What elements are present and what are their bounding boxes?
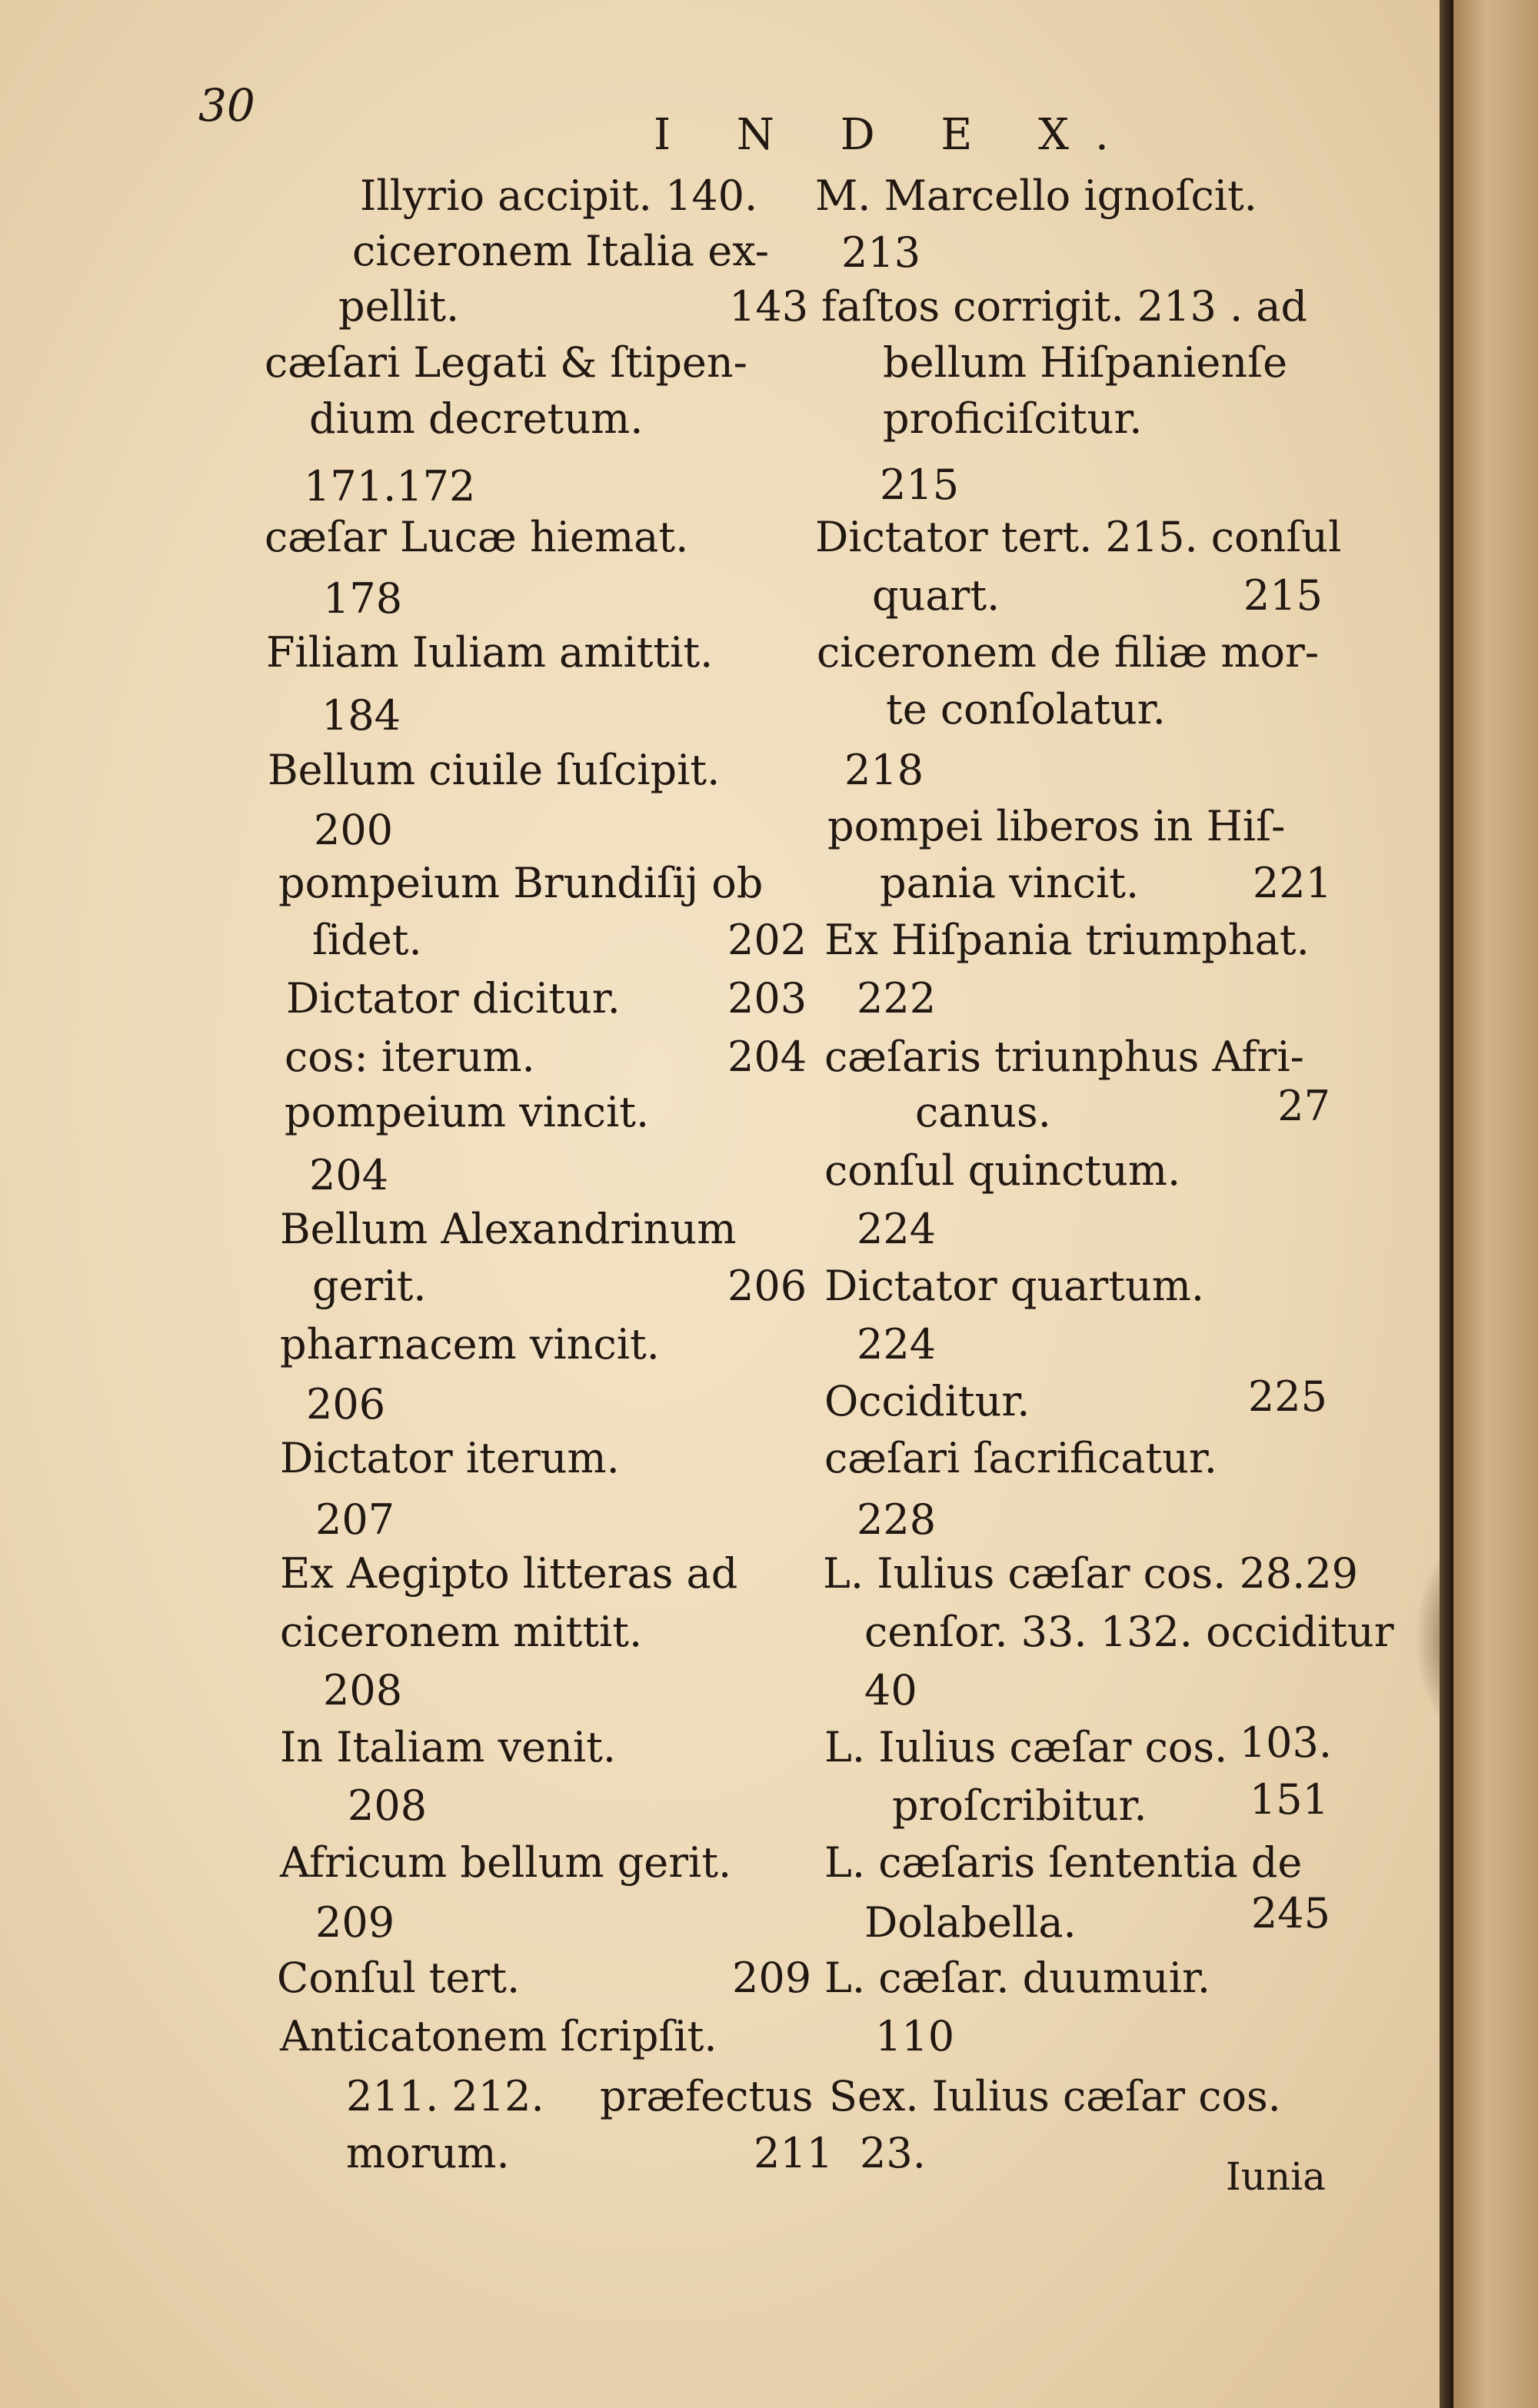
left-page-ref: 204 [309,1151,389,1199]
right-page-ref: 27 [1277,1082,1330,1130]
left-entry: præfectus [600,2072,814,2120]
right-entry: L. cæſaris ſententia de [824,1838,1303,1887]
right-page-ref: 110 [875,2012,955,2060]
left-entry: pompeium Brundiſij ob [278,859,764,907]
right-entry: quart. [872,571,1000,620]
left-entry: pompeium vincit. [285,1088,650,1136]
page-title: I N D E X. [654,110,1135,160]
left-entry: pellit. [338,282,460,331]
left-page-ref: 211 [754,2129,834,2177]
left-page-ref: 209 [315,1898,395,1947]
right-entry: Dolabella. [864,1898,1077,1947]
left-page-ref: 143 [729,282,809,331]
right-entry: canus. [915,1088,1051,1136]
right-entry: faſtos corrigit. 213 . ad [821,282,1308,331]
right-entry: cæſaris triunphus Afri- [824,1033,1304,1081]
left-entry: Ex Aegipto litteras ad [280,1549,738,1598]
right-entry: proficiſcitur. [883,394,1143,443]
right-entry: L. cæſar. duumuir. [824,1954,1211,2002]
left-page-ref: 200 [314,806,394,854]
left-entry: Filiam Iuliam amittit. [266,628,714,677]
left-entry: Anticatonem ſcripſit. [280,2012,717,2060]
right-page-ref: 245 [1250,1889,1330,1937]
right-page-ref: 215 [880,461,960,509]
right-page-ref: 151 [1249,1775,1329,1824]
right-page-ref: 224 [857,1205,937,1253]
right-page-ref: 40 [864,1666,917,1715]
left-entry: cæſari Legati & ſtipen- [265,338,747,387]
left-entry: cos: iterum. [285,1033,535,1081]
right-entry: pania vincit. [880,859,1140,907]
right-page-ref: 213 [841,228,921,277]
left-entry: Bellum Alexandrinum [280,1205,737,1253]
right-entry: cenſor. 33. 132. occiditur [864,1608,1394,1656]
right-entry: Ex Hiſpania triumphat. [824,916,1310,964]
left-page-ref: 207 [315,1495,395,1544]
right-entry: ciceronem de filiæ mor- [817,628,1320,677]
left-entry: pharnacem vincit. [280,1320,660,1369]
left-page-ref: 178 [323,574,403,623]
right-page-ref: 23. [860,2129,926,2177]
book-gutter [1440,0,1453,2408]
right-entry: bellum Hiſpanienſe [883,338,1288,387]
left-page-ref: 211. 212. [346,2072,544,2120]
right-entry: Dictator tert. 215. conſul [815,513,1342,561]
right-entry: Sex. Iulius cæſar cos. [829,2072,1281,2120]
right-page-ref: 222 [857,974,937,1023]
left-page-ref: 203 [727,974,807,1023]
right-page-ref: 215 [1243,571,1323,620]
facing-page-edge [1453,0,1538,2408]
left-page-ref: 202 [727,916,807,964]
left-entry: gerit. [312,1262,427,1310]
left-entry: Bellum ciuile ſuſcipit. [268,746,721,794]
right-entry: L. Iulius cæſar cos. 28.29 [823,1549,1359,1598]
right-entry: Dictator quartum. [824,1262,1205,1310]
left-entry: morum. [346,2129,510,2177]
left-entry: ciceronem mittit. [280,1608,643,1656]
left-entry: ciceronem Italia ex- [352,227,769,275]
right-entry: M. Marcello ignoſcit. [815,171,1257,220]
left-entry: Dictator dicitur. [286,974,621,1023]
right-entry: te conſolatur. [886,685,1166,733]
left-page-ref: 206 [727,1262,807,1310]
right-page-ref: 103. [1239,1718,1332,1767]
left-entry: dium decretum. [309,394,644,443]
left-page-ref: 209 [732,1954,812,2002]
left-entry: ſidet. [312,916,422,964]
right-page-ref: 224 [857,1320,937,1369]
left-entry: Conſul tert. [277,1954,521,2002]
page-number: 30 [198,79,255,131]
left-page-ref: 171.172 [304,462,476,511]
right-entry: L. Iulius cæſar cos. [824,1723,1228,1771]
left-entry: Africum bellum gerit. [280,1838,732,1887]
right-page-ref: 228 [857,1495,937,1544]
left-entry: cæſar Lucæ hiemat. [265,513,689,561]
left-entry: Illyrio accipit. 140. [360,171,758,220]
left-page-ref: 204 [727,1033,807,1081]
left-page-ref: 206 [306,1380,386,1429]
left-page-ref: 184 [321,691,401,740]
left-page-ref: 208 [323,1666,403,1715]
right-entry: Occiditur. [824,1377,1030,1425]
left-page-ref: 208 [348,1781,428,1830]
right-page-ref: 221 [1252,859,1332,907]
right-page-ref: 218 [844,746,924,794]
left-entry: Dictator iterum. [280,1434,620,1482]
catchword: Iunia [1226,2154,1326,2199]
right-entry: conſul quinctum. [824,1146,1181,1195]
right-page-ref: 225 [1247,1372,1327,1421]
right-entry: proſcribitur. [892,1781,1147,1830]
right-entry: pompei liberos in Hiſ- [827,802,1286,850]
left-entry: In Italiam venit. [280,1723,616,1771]
right-entry: cæſari ſacrificatur. [824,1434,1217,1482]
